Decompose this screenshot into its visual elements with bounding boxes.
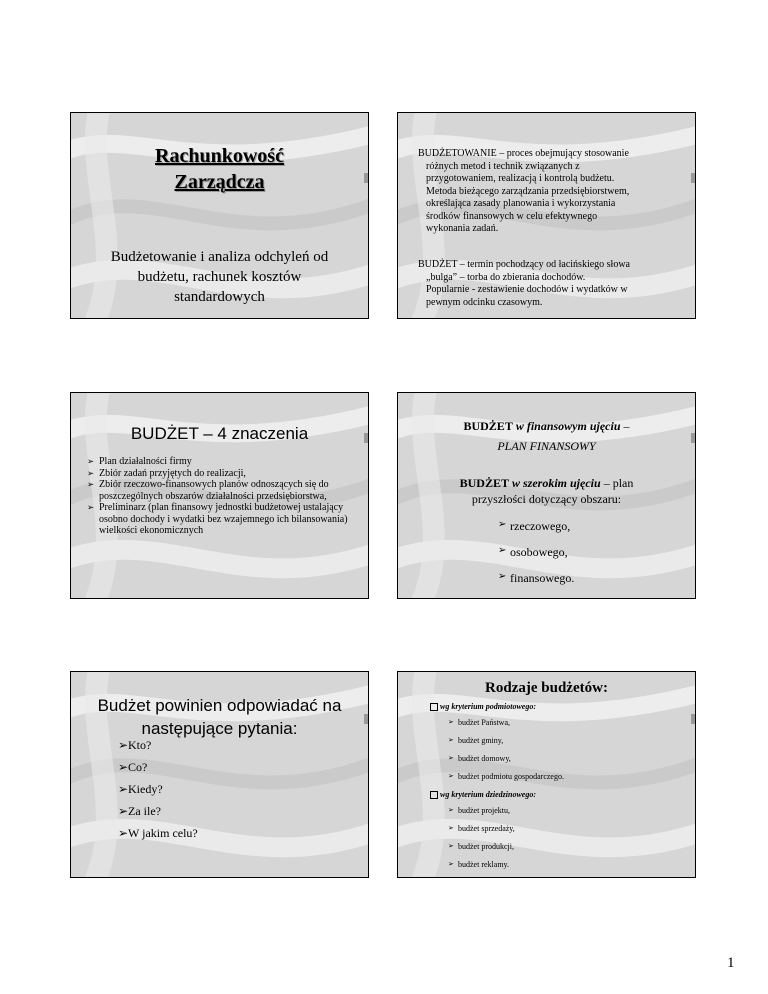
tail-text: – plan (603, 476, 634, 490)
slide-meanings (70, 392, 369, 599)
list-item: ➢ rzeczowego, (498, 519, 574, 545)
financial-scope-line (398, 419, 695, 434)
list-item: ➢ Co? (118, 760, 198, 782)
questions-list (118, 738, 198, 848)
page-number: 1 (727, 955, 735, 971)
meanings-list (87, 456, 358, 537)
heading-line: Budżet powinien odpowiadać na (97, 696, 342, 715)
list-item: ➢ budżet reklamy. (448, 859, 564, 877)
subtitle-line: standardowych (174, 289, 265, 305)
list-item: ➢ Zbiór zadań przyjętych do realizacji, (87, 468, 358, 480)
list-item: ➢ W jakim celu? (118, 826, 198, 848)
list-item: ➢ budżet podmiotu gospodarczego. (448, 771, 564, 789)
bold-term: BUDŻET (459, 476, 509, 490)
definition-line: określająca zasady planowania i wykorzystania (426, 198, 616, 209)
list-item: ➢ budżet Państwa, (448, 717, 564, 735)
definition-line: wykonania zadań. (426, 223, 499, 234)
title-line: Rachunkowość (155, 145, 284, 167)
list-item: ➢ budżet sprzedaży, (448, 823, 564, 841)
slide-subtitle (81, 247, 358, 307)
criterion-domain: wg kryterium dziedzinowego: (428, 789, 564, 805)
broad-scope-line (398, 476, 695, 491)
definition-line: pewnym odcinku czasowym. (426, 296, 543, 308)
definition-line: Metoda bieżącego zarządzania przedsiębiorstwem, (426, 185, 630, 197)
broad-scope-continuation: przyszłości dotyczący obszaru: (471, 492, 622, 506)
domain-list (448, 805, 564, 877)
bold-italic-term: w finansowym ujęciu (515, 419, 621, 433)
definition-budzetowanie (418, 148, 683, 236)
budget-types-groups (428, 701, 564, 877)
list-item: ➢ Kto? (118, 738, 198, 760)
list-item: ➢ finansowego. (498, 571, 574, 597)
list-item: ➢ budżet domowy, (448, 753, 564, 771)
definition-line: przygotowaniem, realizacją i kontrolą budżetu. (426, 173, 615, 184)
slide-heading: BUDŻET – 4 znaczenia (130, 424, 309, 443)
bold-italic-term: w szerokim ujęciu (512, 476, 601, 490)
list-item: ➢ budżet projektu, (448, 805, 564, 823)
bold-term: BUDŻET (463, 419, 513, 433)
list-item: ➢ budżet produkcji, (448, 841, 564, 859)
list-item: ➢ osobowego, (498, 545, 574, 571)
definition-line: Popularnie - zestawienie dochodów i wydatków w (426, 284, 628, 295)
subtitle-line: Budżetowanie i analiza odchyleń od (110, 249, 329, 265)
list-item: ➢ Kiedy? (118, 782, 198, 804)
criterion-subjective: wg kryterium podmiotowego: (428, 701, 564, 717)
list-item: ➢ Zbiór rzeczowo-finansowych planów odnoszących się do poszczególnych obszarów działalności przedsiębiorstwa, (87, 479, 358, 502)
list-item: ➢ Plan działalności firmy (87, 456, 358, 468)
definition-line: środków finansowych w celu efektywnego (426, 210, 598, 222)
plan-finansowy: PLAN FINANSOWY (497, 439, 596, 453)
list-item: ➢ Preliminarz (plan finansowy jednostki budżetowej ustalający osobno dochody i wydatki bez wzajemnego ich bilansowania) wielkości ekonomicznych (87, 502, 358, 537)
definition-line: „bulga” – torba do zbierania dochodów. (426, 271, 586, 283)
list-item: ➢ Za ile? (118, 804, 198, 826)
definition-line: różnych metod i technik związanych z (426, 160, 580, 172)
subjective-list (448, 717, 564, 789)
slide-heading: Rodzaje budżetów: (485, 680, 608, 696)
subtitle-line: budżetu, rachunek kosztów (137, 269, 302, 285)
slide-title-text (71, 143, 368, 195)
slide-budget-scopes (397, 392, 696, 599)
definition-line: BUDŻETOWANIE – proces obejmujący stosowanie (418, 148, 629, 159)
slide-definitions (397, 112, 696, 319)
definition-line: BUDŻET – termin pochodzący od łacińskiego słowa (418, 259, 630, 270)
scope-areas-list (498, 519, 574, 597)
slide-title (70, 112, 369, 319)
slide-questions (70, 671, 369, 878)
slide-heading (71, 694, 368, 740)
list-item: ➢ budżet gminy, (448, 735, 564, 753)
title-line: Zarządcza (174, 171, 265, 193)
dash: – (623, 419, 630, 433)
definition-budzet (418, 259, 683, 309)
heading-line: następujące pytania: (141, 719, 298, 738)
slide-budget-types (397, 671, 696, 878)
